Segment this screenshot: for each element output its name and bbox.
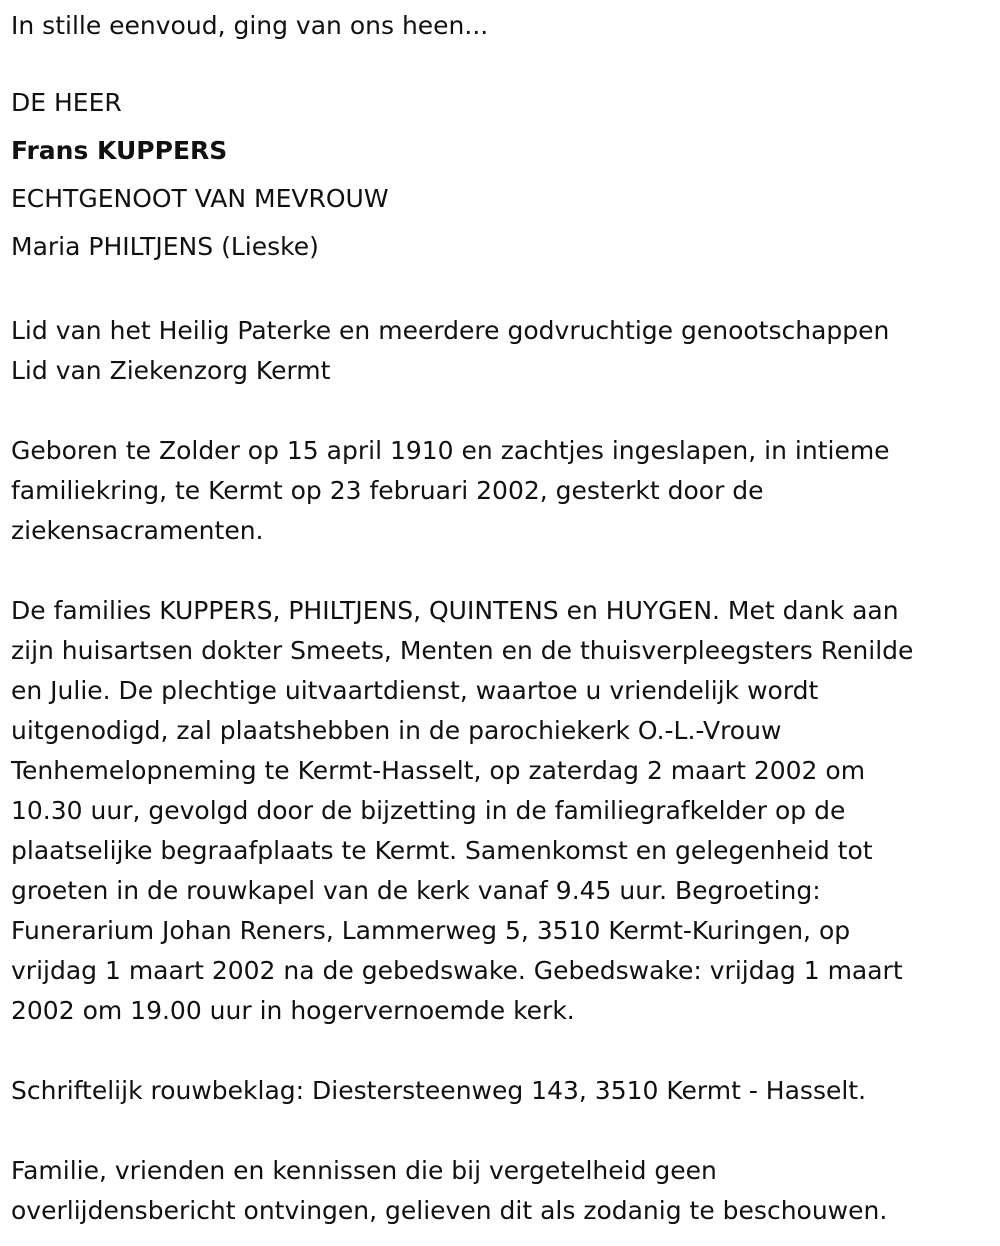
family-paragraph <box>11 591 986 1031</box>
paragraph-line: Familie, vrienden en kennissen die bij vergetelheid geen <box>11 1156 717 1185</box>
spacer <box>11 1031 986 1071</box>
obituary-document <box>11 6 986 1231</box>
condolence-address: Schriftelijk rouwbeklag: Diestersteenweg 143, 3510 Kermt - Hasselt. <box>11 1076 867 1105</box>
spacer <box>11 391 986 431</box>
spacer <box>11 271 986 311</box>
paragraph-line: vrijdag 1 maart 2002 na de gebedswake. Gebedswake: vrijdag 1 maart <box>11 956 903 985</box>
paragraph-line: 2002 om 19.00 uur in hogervernoemde kerk. <box>11 996 575 1025</box>
paragraph-line: ziekensacramenten. <box>11 516 264 545</box>
spacer <box>11 551 986 591</box>
membership-line: Lid van het Heilig Paterke en meerdere godvruchtige genootschappen <box>11 316 890 345</box>
paragraph-line: Funerarium Johan Reners, Lammerweg 5, 3510 Kermt-Kuringen, op <box>11 916 851 945</box>
relation-line: ECHTGENOOT VAN MEVROUW <box>11 184 389 213</box>
memberships-paragraph <box>11 311 986 391</box>
intro-text: In stille eenvoud, ging van ons heen... <box>11 11 489 40</box>
closing-paragraph <box>11 1151 986 1231</box>
paragraph-line: zijn huisartsen dokter Smeets, Menten en de thuisverpleegsters Renilde <box>11 636 914 665</box>
paragraph-line: groeten in de rouwkapel van de kerk vanaf 9.45 uur. Begroeting: <box>11 876 821 905</box>
heading-block <box>11 79 986 271</box>
spacer <box>11 46 986 79</box>
paragraph-line: Tenhemelopneming te Kermt-Hasselt, op zaterdag 2 maart 2002 om <box>11 756 866 785</box>
spacer <box>11 1111 986 1151</box>
paragraph-line: De families KUPPERS, PHILTJENS, QUINTENS en HUYGEN. Met dank aan <box>11 596 899 625</box>
paragraph-line: 10.30 uur, gevolgd door de bijzetting in de familiegrafkelder op de <box>11 796 846 825</box>
paragraph-line: plaatselijke begraafplaats te Kermt. Samenkomst en gelegenheid tot <box>11 836 873 865</box>
deceased-name: Frans KUPPERS <box>11 136 228 165</box>
spouse-name: Maria PHILTJENS (Lieske) <box>11 232 319 261</box>
paragraph-line: en Julie. De plechtige uitvaartdienst, waartoe u vriendelijk wordt <box>11 676 819 705</box>
title-line: DE HEER <box>11 88 122 117</box>
birth-paragraph <box>11 431 986 551</box>
membership-line: Lid van Ziekenzorg Kermt <box>11 356 331 385</box>
paragraph-line: uitgenodigd, zal plaatshebben in de parochiekerk O.-L.-Vrouw <box>11 716 782 745</box>
paragraph-line: overlijdensbericht ontvingen, gelieven dit als zodanig te beschouwen. <box>11 1196 888 1225</box>
paragraph-line: familiekring, te Kermt op 23 februari 2002, gesterkt door de <box>11 476 764 505</box>
paragraph-line: Geboren te Zolder op 15 april 1910 en zachtjes ingeslapen, in intieme <box>11 436 890 465</box>
